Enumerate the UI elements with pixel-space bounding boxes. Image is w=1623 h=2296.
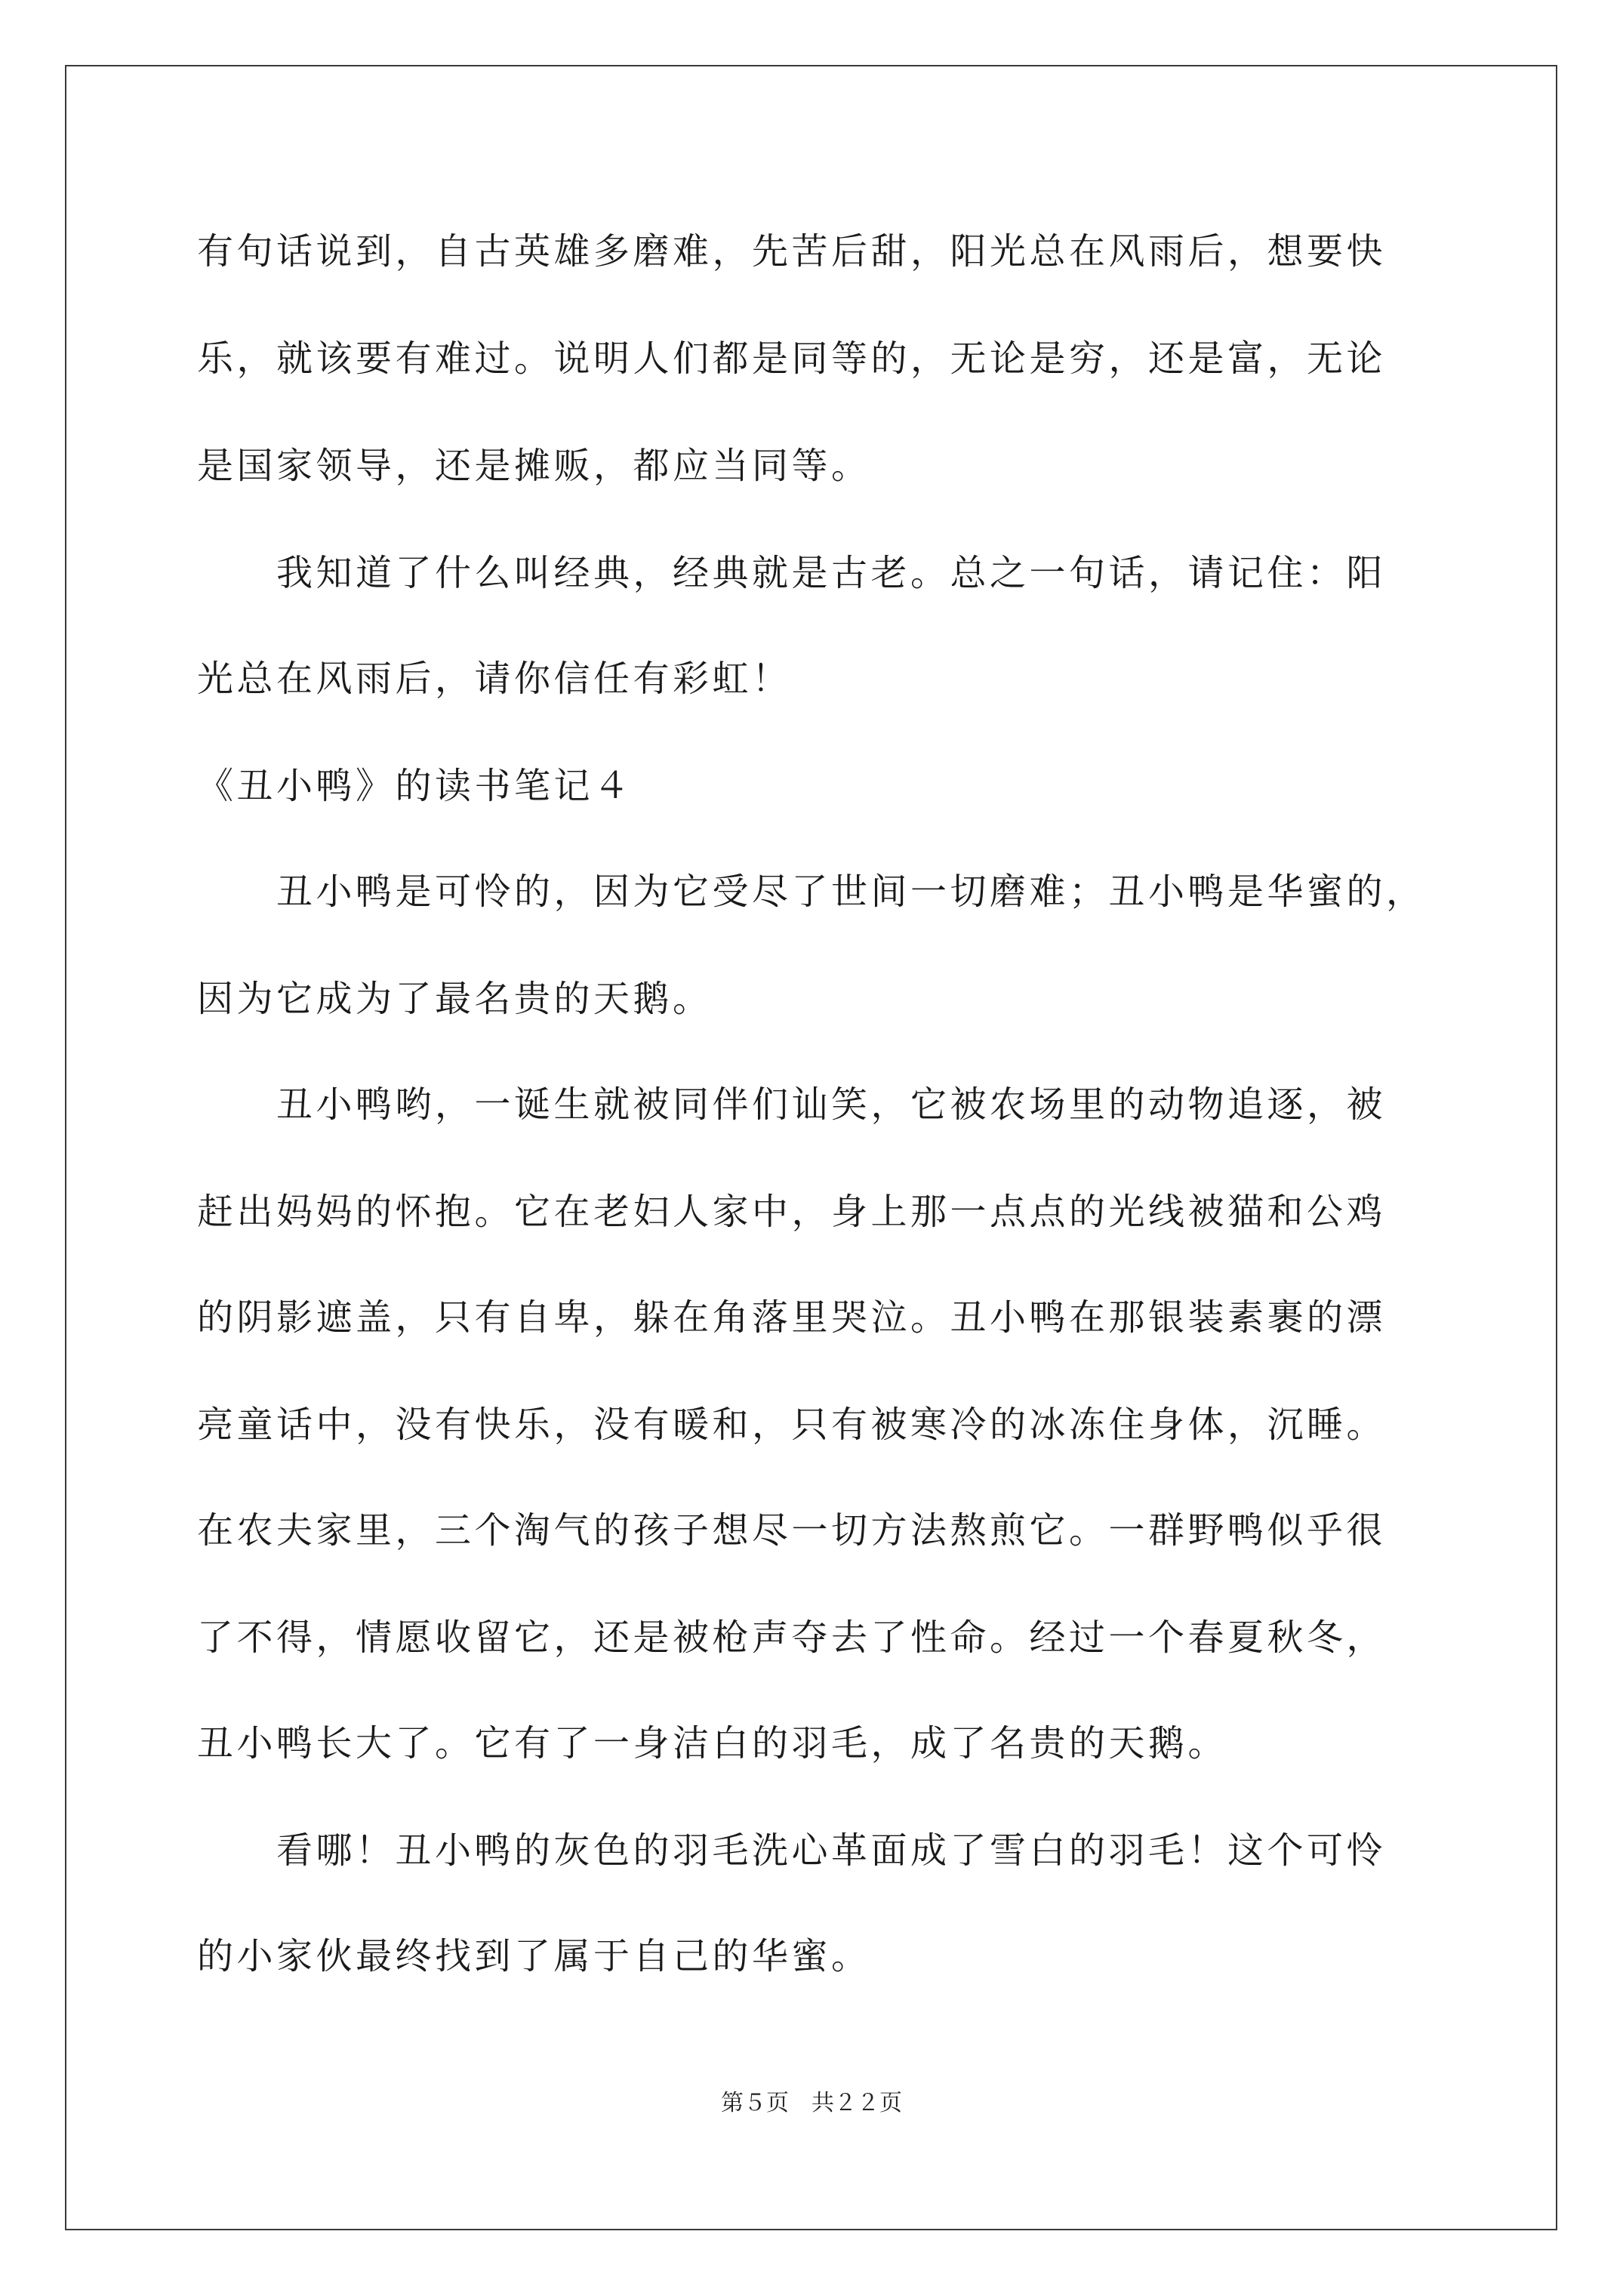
page-number-footer: 第５页 共２２页 [721,2090,902,2116]
paragraph-5-line-1: 看哪！丑小鸭的灰色的羽毛洗心革面成了雪白的羽毛！这个可怜 [197,1829,1387,1872]
paragraph-4-line-3: 的阴影遮盖，只有自卑，躲在角落里哭泣。丑小鸭在那银装素裹的漂 [197,1296,1387,1339]
paragraph-1-line-2: 乐，就该要有难过。说明人们都是同等的，无论是穷，还是富，无论 [197,337,1387,380]
paragraph-4-line-7: 丑小鸭长大了。它有了一身洁白的羽毛，成了名贵的天鹅。 [197,1722,1228,1764]
page-border [65,65,1557,2230]
paragraph-2-line-1: 我知道了什么叫经典，经典就是古老。总之一句话，请记住：阳 [197,552,1387,594]
paragraph-2-line-2: 光总在风雨后，请你信任有彩虹！ [197,658,792,700]
paragraph-4-line-6: 了不得，情愿收留它，还是被枪声夺去了性命。经过一个春夏秋冬， [197,1616,1387,1659]
paragraph-1-line-3: 是国家领导，还是摊贩，都应当同等。 [197,445,871,487]
section-heading: 《丑小鸭》的读书笔记４ [197,765,633,807]
paragraph-5-line-2: 的小家伙最终找到了属于自己的华蜜。 [197,1935,871,1977]
paragraph-4-line-5: 在农夫家里，三个淘气的孩子想尽一切方法熬煎它。一群野鸭似乎很 [197,1509,1387,1552]
paragraph-4-line-2: 赶出妈妈的怀抱。它在老妇人家中，身上那一点点的光线被猫和公鸡 [197,1191,1387,1233]
paragraph-1-line-1: 有句话说到，自古英雄多磨难，先苦后甜，阳光总在风雨后，想要快 [197,230,1387,273]
paragraph-3-line-2: 因为它成为了最名贵的天鹅。 [197,978,713,1020]
paragraph-4-line-1: 丑小鸭哟，一诞生就被同伴们讪笑，它被农场里的动物追逐，被 [197,1083,1387,1126]
paragraph-3-line-1: 丑小鸭是可怜的，因为它受尽了世间一切磨难；丑小鸭是华蜜的， [197,871,1426,913]
paragraph-4-line-4: 亮童话中，没有快乐，没有暖和，只有被寒冷的冰冻住身体，沉睡。 [197,1404,1387,1446]
